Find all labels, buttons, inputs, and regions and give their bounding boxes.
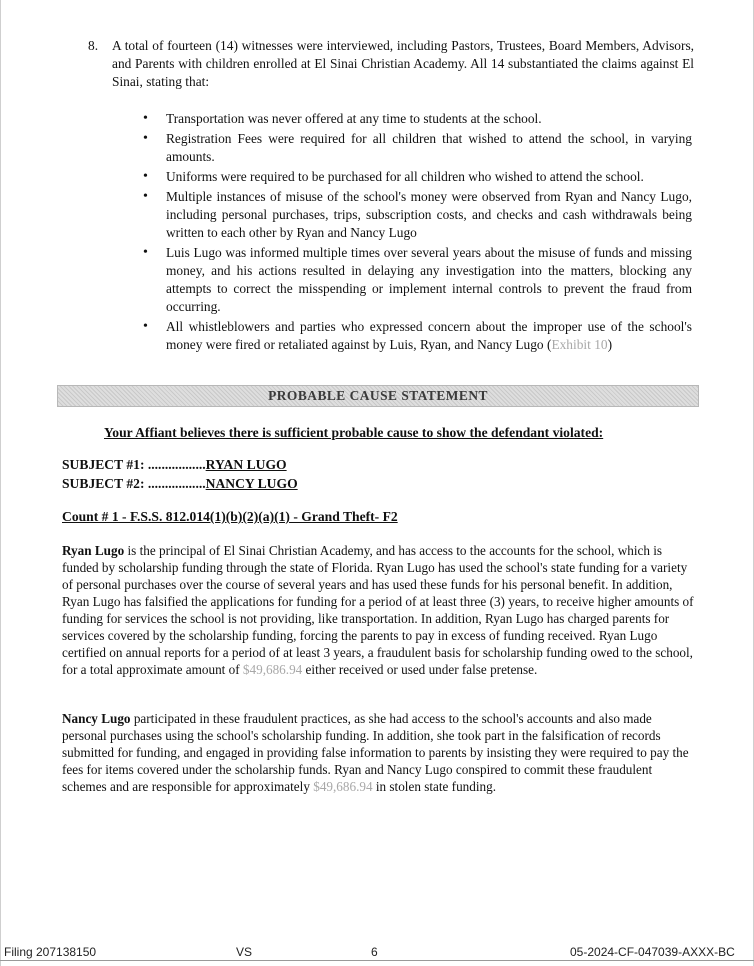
paragraph-tail: in stolen state funding. [372,779,496,794]
ryan-lugo-paragraph [62,542,694,678]
paragraph-lead: Ryan Lugo [62,543,125,558]
list-item [140,188,692,242]
list-item [140,244,692,316]
page-number: 6 [371,945,378,959]
filing-number: Filing 207138150 [4,945,97,959]
paragraph-text: participated in these fraudulent practices, as she had access to the school's accounts and also made personal purchases using the school's scholarship funding. In addition, she took part in the falsification of records submitted for funding, and engaged in providing false information to parents by insisting they were required to pay the fees for items covered under the scholarship funds. Ryan and Nancy Lugo conspired to commit these fraudulent schemes and are responsible for approximately [62,711,689,794]
subjects-block [62,456,298,494]
list-item-text: Transportation was never offered at any time to students at the school. [166,111,542,126]
page-left-edge [0,0,1,966]
amount-value: $49,686.94 [313,779,373,794]
footer-divider [0,960,754,961]
subject-row [62,475,298,494]
paragraph-tail: either received or used under false pretense. [302,662,538,677]
page-footer [0,941,754,961]
paragraph-lead: Nancy Lugo [62,711,131,726]
list-item-text: Uniforms were required to be purchased for all children who wished to attend the school. [166,169,644,184]
affiant-belief-heading: Your Affiant believes there is sufficient probable cause to show the defendant violated: [104,425,604,440]
subject-name: RYAN LUGO [205,457,287,472]
section-banner-title: PROBABLE CAUSE STATEMENT [268,388,488,403]
list-item-text: Multiple instances of misuse of the school's money were observed from Ryan and Nancy Lugo, including personal purchases, trips, subscription costs, and checks and cash withdrawals being written to each other by Ryan and Nancy Lugo [166,189,692,240]
list-item-text: All whistleblowers and parties who expressed concern about the improper use of the school's money were fired or retaliated against by Luis, Ryan, and Nancy Lugo ( [166,319,692,352]
witness-claims-list [140,110,692,356]
list-item [140,130,692,166]
list-item [140,168,692,186]
paragraph-number: 8. [88,38,99,53]
list-item [140,110,692,128]
paragraph-text: is the principal of El Sinai Christian Academy, and has access to the accounts for the school, which is funded by scholarship funding through the state of Florida. Ryan Lugo has used the school's state funding for a variety of personal purchases over the course of several years and has used these funds for his personal benefit. In addition, Ryan Lugo has falsified the applications for funding for a period of at least three (3) years, to receive higher amounts of funding for services the school is not providing, like transportation. In addition, Ryan Lugo has charged parents for services covered by the scholarship funding, forcing the parents to pay in excess of funding received. Ryan Lugo certified on annual reports for a period of at least 3 years, a fraudulent basis for scholarship funding owed to the school, for a total approximate amount of [62,543,694,677]
paragraph-8 [88,37,694,91]
list-item [140,318,692,354]
paragraph-8-text: A total of fourteen (14) witnesses were interviewed, including Pastors, Trustees, Board Members, Advisors, and Parents with children enrolled at El Sinai Christian Academy. All 14 substantiated the claims against El Sinai, stating that: [112,38,694,89]
subject-row [62,456,298,475]
section-banner [57,385,699,407]
nancy-lugo-paragraph [62,710,694,795]
list-item-text: Registration Fees were required for all children that wished to attend the school, in varying amounts. [166,131,692,164]
versus-label: VS [236,945,253,959]
amount-value: $49,686.94 [242,662,303,677]
subject-label: SUBJECT #1: ................. [62,457,206,472]
exhibit-reference: Exhibit 10 [551,337,608,352]
count-heading: Count # 1 - F.S.S. 812.014(1)(b)(2)(a)(1) - Grand Theft- F2 [62,509,398,524]
case-number: 05-2024-CF-047039-AXXX-BC [570,945,735,959]
subject-label: SUBJECT #2: ................. [62,476,206,491]
subject-name: NANCY LUGO [205,476,298,491]
list-item-text: Luis Lugo was informed multiple times over several years about the misuse of funds and missing money, and his actions resulted in delaying any investigation into the matters, blocking any attempts to correct the misspending or implement internal controls to prevent the fraud from occurring. [166,245,692,314]
list-item-suffix: ) [607,337,613,352]
